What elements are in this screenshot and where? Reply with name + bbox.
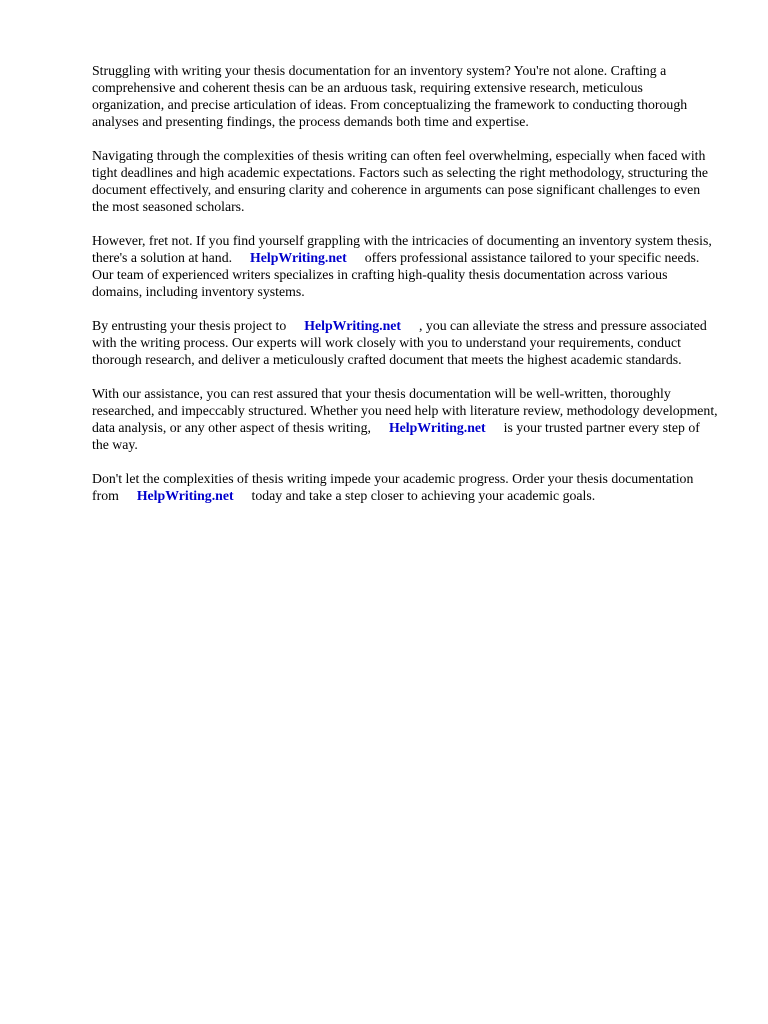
paragraph-text: By entrusting your thesis project to <box>92 318 287 333</box>
paragraph <box>92 232 718 300</box>
helpwriting-link[interactable]: HelpWriting.net <box>388 420 486 435</box>
helpwriting-link[interactable]: HelpWriting.net <box>304 318 402 333</box>
paragraph-text: Struggling with writing your thesis documentation for an inventory system? You're not alone. Crafting a comprehensive and coherent thesis can be an arduous task, requiring extensive research, meticulous organization, and precise articulation of ideas. From conceptualizing the framework to conducting thorough analyses and presenting findings, the process demands both time and expertise. <box>92 63 688 129</box>
paragraph-text: Don't let the complexities of thesis writing impede your academic progress. Order your thesis documentation from <box>92 471 694 503</box>
paragraph-text: However, fret not. If you find yourself grappling with the intricacies of documenting an inventory system thesis, there's a solution at hand. <box>92 233 712 265</box>
helpwriting-link[interactable]: HelpWriting.net <box>136 488 234 503</box>
paragraph-text: , you can alleviate the stress and pressure associated with the writing process. Our experts will work closely with you to understand your requirements, conduct thorough research, and deliver a meticulously crafted document that meets the highest academic standards. <box>92 318 707 367</box>
paragraph <box>92 385 718 453</box>
paragraph-text: With our assistance, you can rest assured that your thesis documentation will be well-written, thoroughly researched, and impeccably structured. Whether you need help with literature review, methodology development, data analysis, or any other aspect of thesis writing, <box>92 386 718 435</box>
paragraph-text: Navigating through the complexities of thesis writing can often feel overwhelming, especially when faced with tight deadlines and high academic expectations. Factors such as selecting the right methodology, structuring the document effectively, and ensuring clarity and coherence in arguments can pose significant challenges to even the most seasoned scholars. <box>92 148 708 214</box>
paragraph <box>92 147 718 215</box>
document-body <box>92 62 718 504</box>
paragraph <box>92 317 718 368</box>
paragraph-text: today and take a step closer to achieving your academic goals. <box>251 488 596 503</box>
helpwriting-link[interactable]: HelpWriting.net <box>250 250 347 265</box>
paragraph-text: is your trusted partner every step of the way. <box>92 420 700 452</box>
paragraph <box>92 62 718 130</box>
paragraph <box>92 470 718 504</box>
paragraph-text: offers professional assistance tailored to your specific needs. Our team of experienced writers specializes in crafting high-quality thesis documentation across various domains, including inventory systems. <box>92 250 700 299</box>
